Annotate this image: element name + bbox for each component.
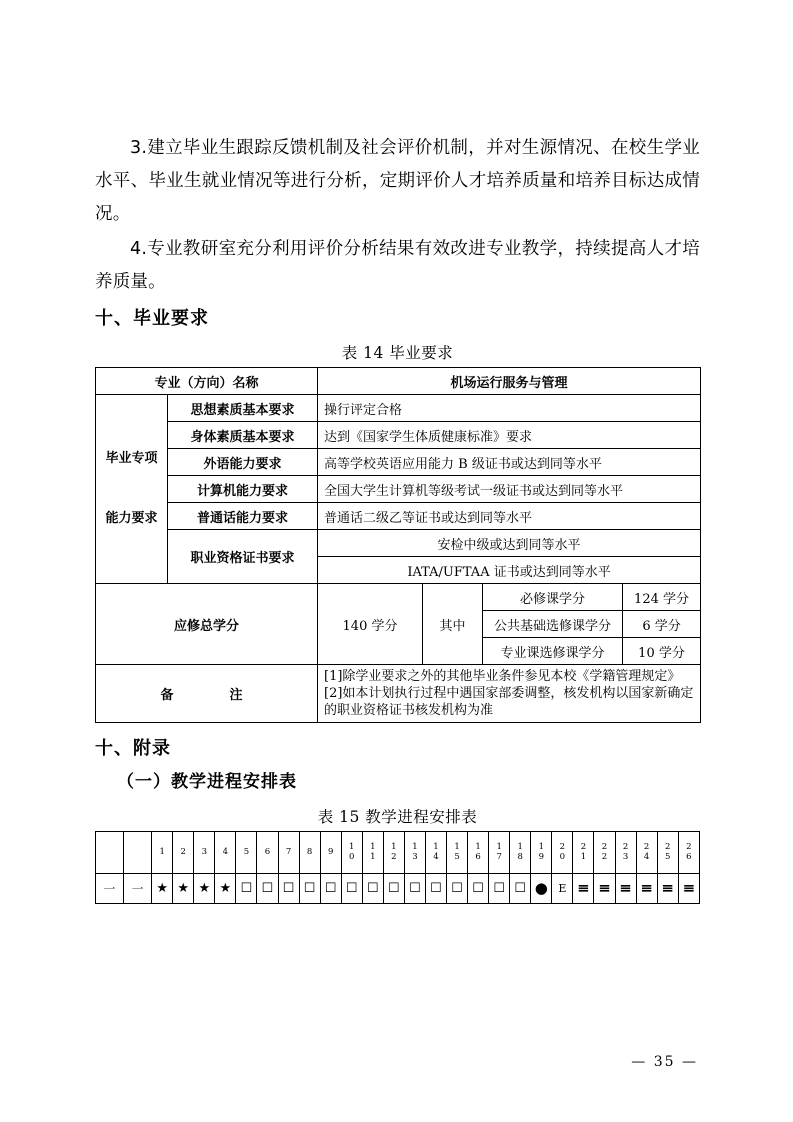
table14-row-label: 计算机能力要求 [168,476,318,503]
table14-header-label: 专业（方向）名称 [96,368,318,395]
table14-note-line: [1]除学业要求之外的其他毕业条件参见本校《学籍管理规定》 [324,669,681,684]
table15-week-cell: 8 [299,832,320,874]
table-teaching-schedule [95,831,700,904]
table15-week-cell: 6 [257,832,278,874]
table15-symbol-cell: ● [531,874,552,904]
table14-row-label: 普通话能力要求 [168,503,318,530]
table14-notes-label: 备 注 [96,665,318,723]
table15-symbol-cell: ☐ [299,874,320,904]
table14-row-value: 高等学校英语应用能力 B 级证书或达到同等水平 [318,449,701,476]
page-content [95,132,700,904]
table15-symbol-cell: ≡ [657,874,678,904]
table15-symbol-cell: ☐ [404,874,425,904]
table15-symbol-cell: ☐ [468,874,489,904]
table15-symbol-cell: ☐ [489,874,510,904]
group-label-line1: 毕业专项 [105,451,158,466]
paragraph-3: 3.建立毕业生跟踪反馈机制及社会评价机制，并对生源情况、在校生学业水平、毕业生就业情况等进行分析，定期评价人才培养质量和培养目标达成情况。 [95,138,700,224]
table15-row-lead-1: 一 [96,874,124,904]
table15-symbol-cell: ☐ [257,874,278,904]
table-row [96,503,701,530]
table15-week-cell: 2 5 [657,832,678,874]
table15-week-cell: 2 [173,832,194,874]
table15-caption: 表 15 教学进程安排表 [317,808,478,826]
table15-row-lead-2: 一 [124,874,152,904]
table15-week-cell: 2 3 [615,832,636,874]
table14-row-label: 思想素质基本要求 [168,395,318,422]
table14-caption: 表 14 毕业要求 [341,344,454,362]
table15-week-cell: 1 7 [489,832,510,874]
table14-notes [318,665,701,723]
table15-symbol-cell: E [552,874,573,904]
table-row [96,449,701,476]
table14-credit-item-name: 公共基础选修课学分 [483,611,623,638]
table15-symbol-cell: ≡ [594,874,615,904]
table15-symbol-cell: ≡ [678,874,699,904]
table15-symbol-cell: ☐ [320,874,341,904]
table14-row-value: 普通话二级乙等证书或达到同等水平 [318,503,701,530]
table14-cert-value: IATA/UFTAA 证书或达到同等水平 [318,557,701,584]
table15-week-cell: 2 2 [594,832,615,874]
table15-week-header-row [96,832,700,874]
table15-week-cell: 5 [236,832,257,874]
table15-week-cell: 1 [152,832,173,874]
table-row [96,476,701,503]
table15-symbol-cell: ☐ [510,874,531,904]
table15-week-cell: 3 [194,832,215,874]
table15-symbol-cell: ☐ [236,874,257,904]
page-number: — 35 — [631,1054,698,1070]
table14-note-line: [2]如本计划执行过程中遇国家部委调整，核发机构以国家新确定的职业资格证书核发机构为准 [324,686,694,718]
table14-credits-among-label: 其中 [423,584,483,665]
table14-cert-label: 职业资格证书要求 [168,530,318,584]
group-label-line2: 能力要求 [105,511,158,526]
table15-symbol-cell: ≡ [615,874,636,904]
table15-week-cell: 1 1 [362,832,383,874]
table14-credits-total: 140 学分 [318,584,423,665]
table14-credit-item-value: 6 学分 [623,611,701,638]
table15-symbol-cell: ☐ [447,874,468,904]
table15-symbol-cell: ≡ [636,874,657,904]
table15-week-cell: 1 5 [447,832,468,874]
table14-credit-item-value: 10 学分 [623,638,701,665]
table15-week-cell: 1 2 [383,832,404,874]
table14-row-value: 全国大学生计算机等级考试一级证书或达到同等水平 [318,476,701,503]
table14-header-value: 机场运行服务与管理 [318,368,701,395]
table-row [96,422,701,449]
table-row [96,584,701,611]
table15-symbol-cell: ★ [173,874,194,904]
table15-week-cell: 1 0 [341,832,362,874]
table14-cert-value: 安检中级或达到同等水平 [318,530,701,557]
table14-credit-item-value: 124 学分 [623,584,701,611]
table15-symbol-cell: ★ [152,874,173,904]
table15-symbol-cell: ★ [215,874,236,904]
table15-symbol-cell: ≡ [573,874,594,904]
table15-week-cell: 2 6 [678,832,699,874]
table14-row-value: 达到《国家学生体质健康标准》要求 [318,422,701,449]
heading-appendix: 十、附录 [95,738,171,759]
table15-week-cell: 2 0 [552,832,573,874]
table14-group-label [96,395,168,584]
table15-week-cell: 7 [278,832,299,874]
subheading-teaching-schedule: （一）教学进程安排表 [117,772,297,792]
table15-corner-cell [124,832,152,874]
table15-week-cell: 2 1 [573,832,594,874]
table14-row-label: 外语能力要求 [168,449,318,476]
table14-row-label: 身体素质基本要求 [168,422,318,449]
table-row [96,395,701,422]
table-row [96,530,701,557]
table15-symbol-row [96,874,700,904]
table15-symbol-cell: ☐ [425,874,446,904]
table15-symbol-cell: ☐ [341,874,362,904]
table15-symbol-cell: ★ [194,874,215,904]
table15-week-cell: 2 4 [636,832,657,874]
table15-week-cell: 9 [320,832,341,874]
table15-symbol-cell: ☐ [278,874,299,904]
table14-credit-item-name: 必修课学分 [483,584,623,611]
table-graduation-requirements [95,367,701,723]
table14-credit-item-name: 专业课选修课学分 [483,638,623,665]
table14-row-value: 操行评定合格 [318,395,701,422]
table-row [96,368,701,395]
table-row [96,665,701,723]
table15-week-cell: 1 3 [404,832,425,874]
heading-graduation-requirements: 十、毕业要求 [95,308,209,329]
paragraph-4: 4.专业教研室充分利用评价分析结果有效改进专业教学，持续提高人才培养质量。 [95,239,700,292]
table15-week-cell: 4 [215,832,236,874]
table15-symbol-cell: ☐ [362,874,383,904]
table15-week-cell: 1 4 [425,832,446,874]
table15-corner-cell [96,832,124,874]
table14-credits-label: 应修总学分 [96,584,318,665]
table15-week-cell: 1 6 [468,832,489,874]
table15-week-cell: 1 8 [510,832,531,874]
table15-week-cell: 1 9 [531,832,552,874]
table15-symbol-cell: ☐ [383,874,404,904]
